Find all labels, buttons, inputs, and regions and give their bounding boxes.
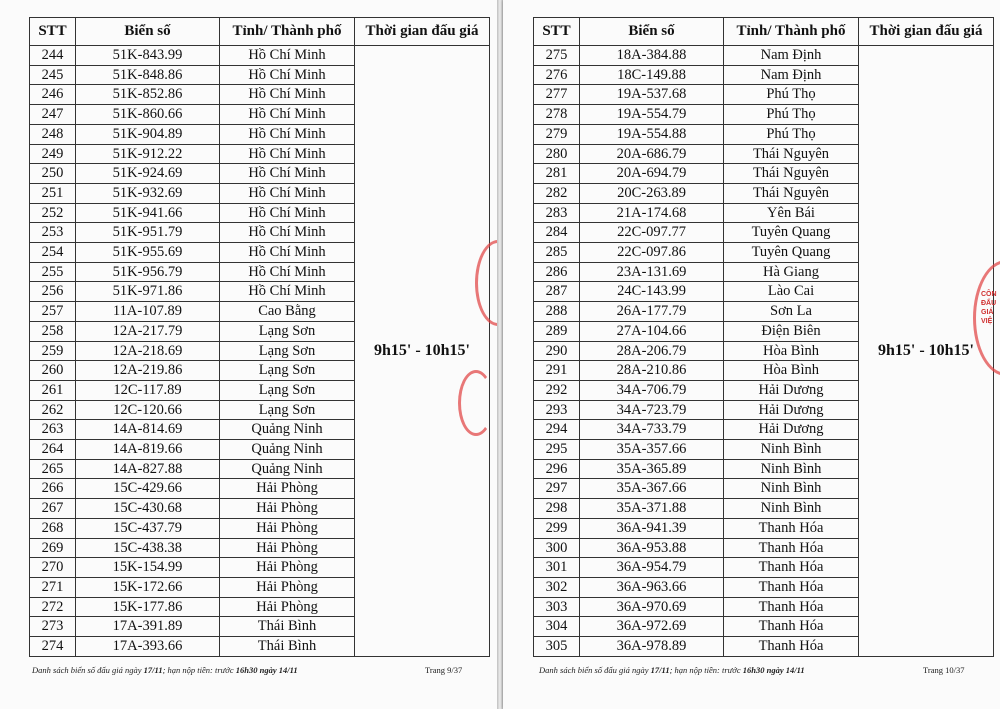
province-cell: Tuyên Quang <box>724 223 859 243</box>
stt-cell: 266 <box>30 479 76 499</box>
province-cell: Phú Thọ <box>724 124 859 144</box>
stt-cell: 257 <box>30 302 76 322</box>
header-province: Tỉnh/ Thành phố <box>724 18 859 46</box>
plate-cell: 12A-218.69 <box>76 341 220 361</box>
plate-cell: 35A-365.89 <box>580 459 724 479</box>
table-body <box>30 46 490 657</box>
plate-cell: 51K-932.69 <box>76 183 220 203</box>
stt-cell: 304 <box>534 617 580 637</box>
plate-cell: 24C-143.99 <box>580 282 724 302</box>
province-cell: Hải Phòng <box>220 577 355 597</box>
header-stt: STT <box>30 18 76 46</box>
province-cell: Hải Dương <box>724 380 859 400</box>
province-cell: Hồ Chí Minh <box>220 46 355 66</box>
province-cell: Phú Thọ <box>724 85 859 105</box>
plate-cell: 15C-429.66 <box>76 479 220 499</box>
footer-deadline: 16h30 ngày 14/11 <box>742 665 805 675</box>
stt-cell: 270 <box>30 558 76 578</box>
footer-middle: ; hạn nộp tiền: trước <box>669 665 743 675</box>
header-stt: STT <box>534 18 580 46</box>
plate-cell: 36A-953.88 <box>580 538 724 558</box>
stt-cell: 252 <box>30 203 76 223</box>
footer-middle: ; hạn nộp tiền: trước <box>162 665 236 675</box>
stt-cell: 261 <box>30 380 76 400</box>
province-cell: Ninh Bình <box>724 479 859 499</box>
stt-cell: 247 <box>30 105 76 125</box>
page-number: Trang 9/37 <box>425 665 463 675</box>
stt-cell: 272 <box>30 597 76 617</box>
plate-cell: 51K-941.66 <box>76 203 220 223</box>
stt-cell: 297 <box>534 479 580 499</box>
plate-cell: 18C-149.88 <box>580 65 724 85</box>
stt-cell: 299 <box>534 518 580 538</box>
plate-cell: 19A-554.88 <box>580 124 724 144</box>
plate-cell: 20A-686.79 <box>580 144 724 164</box>
footer-date: 17/11 <box>143 665 163 675</box>
plate-cell: 15K-154.99 <box>76 558 220 578</box>
province-cell: Ninh Bình <box>724 499 859 519</box>
plate-cell: 51K-951.79 <box>76 223 220 243</box>
plate-cell: 12A-219.86 <box>76 361 220 381</box>
table-row <box>534 46 994 66</box>
plate-cell: 14A-827.88 <box>76 459 220 479</box>
stt-cell: 302 <box>534 577 580 597</box>
document-page-right <box>503 0 1000 709</box>
province-cell: Thanh Hóa <box>724 558 859 578</box>
stt-cell: 264 <box>30 440 76 460</box>
stt-cell: 255 <box>30 262 76 282</box>
province-cell: Hồ Chí Minh <box>220 223 355 243</box>
footer-date: 17/11 <box>650 665 670 675</box>
province-cell: Yên Bái <box>724 203 859 223</box>
province-cell: Thanh Hóa <box>724 518 859 538</box>
province-cell: Phú Thọ <box>724 105 859 125</box>
province-cell: Hải Dương <box>724 420 859 440</box>
province-cell: Hồ Chí Minh <box>220 65 355 85</box>
stt-cell: 245 <box>30 65 76 85</box>
plate-cell: 27A-104.66 <box>580 321 724 341</box>
plate-cell: 34A-706.79 <box>580 380 724 400</box>
plate-cell: 17A-393.66 <box>76 637 220 657</box>
plate-table <box>533 17 994 657</box>
plate-cell: 36A-963.66 <box>580 577 724 597</box>
plate-cell: 15C-437.79 <box>76 518 220 538</box>
stt-cell: 283 <box>534 203 580 223</box>
seal-stamp <box>458 370 494 436</box>
plate-cell: 51K-852.86 <box>76 85 220 105</box>
stt-cell: 250 <box>30 164 76 184</box>
province-cell: Thanh Hóa <box>724 617 859 637</box>
province-cell: Thanh Hóa <box>724 597 859 617</box>
province-cell: Hồ Chí Minh <box>220 85 355 105</box>
province-cell: Lạng Sơn <box>220 361 355 381</box>
province-cell: Nam Định <box>724 46 859 66</box>
plate-cell: 34A-723.79 <box>580 400 724 420</box>
stt-cell: 292 <box>534 380 580 400</box>
stt-cell: 262 <box>30 400 76 420</box>
stt-cell: 251 <box>30 183 76 203</box>
plate-cell: 23A-131.69 <box>580 262 724 282</box>
plate-cell: 36A-941.39 <box>580 518 724 538</box>
stt-cell: 303 <box>534 597 580 617</box>
seal-stamp-text: CÔN ĐẤU GIÁ VIỆ <box>981 291 997 325</box>
header-plate: Biển số <box>580 18 724 46</box>
province-cell: Ninh Bình <box>724 459 859 479</box>
plate-cell: 12C-120.66 <box>76 400 220 420</box>
plate-cell: 14A-819.66 <box>76 440 220 460</box>
plate-cell: 15K-177.86 <box>76 597 220 617</box>
stt-cell: 263 <box>30 420 76 440</box>
stt-cell: 289 <box>534 321 580 341</box>
province-cell: Hồ Chí Minh <box>220 144 355 164</box>
province-cell: Lạng Sơn <box>220 380 355 400</box>
stt-cell: 269 <box>30 538 76 558</box>
plate-cell: 35A-371.88 <box>580 499 724 519</box>
province-cell: Thanh Hóa <box>724 637 859 657</box>
stt-cell: 260 <box>30 361 76 381</box>
plate-cell: 36A-972.69 <box>580 617 724 637</box>
header-time: Thời gian đấu giá <box>859 18 994 46</box>
province-cell: Hồ Chí Minh <box>220 243 355 263</box>
stt-cell: 280 <box>534 144 580 164</box>
stt-cell: 300 <box>534 538 580 558</box>
header-time: Thời gian đấu giá <box>355 18 490 46</box>
stt-cell: 271 <box>30 577 76 597</box>
plate-table <box>29 17 490 657</box>
auction-time-cell: 9h15' - 10h15' <box>859 46 994 657</box>
province-cell: Hà Giang <box>724 262 859 282</box>
province-cell: Thanh Hóa <box>724 577 859 597</box>
stt-cell: 290 <box>534 341 580 361</box>
stt-cell: 277 <box>534 85 580 105</box>
plate-cell: 51K-860.66 <box>76 105 220 125</box>
stt-cell: 286 <box>534 262 580 282</box>
header-province: Tỉnh/ Thành phố <box>220 18 355 46</box>
plate-cell: 22C-097.77 <box>580 223 724 243</box>
province-cell: Hải Phòng <box>220 538 355 558</box>
province-cell: Ninh Bình <box>724 440 859 460</box>
stt-cell: 254 <box>30 243 76 263</box>
plate-cell: 12A-217.79 <box>76 321 220 341</box>
stt-cell: 268 <box>30 518 76 538</box>
province-cell: Hồ Chí Minh <box>220 262 355 282</box>
header-plate: Biển số <box>76 18 220 46</box>
province-cell: Hồ Chí Minh <box>220 105 355 125</box>
stt-cell: 282 <box>534 183 580 203</box>
stt-cell: 278 <box>534 105 580 125</box>
province-cell: Lạng Sơn <box>220 400 355 420</box>
plate-cell: 17A-391.89 <box>76 617 220 637</box>
province-cell: Hải Phòng <box>220 479 355 499</box>
province-cell: Quảng Ninh <box>220 420 355 440</box>
plate-cell: 18A-384.88 <box>580 46 724 66</box>
table-body <box>534 46 994 657</box>
plate-cell: 11A-107.89 <box>76 302 220 322</box>
stt-cell: 248 <box>30 124 76 144</box>
page-footer <box>32 665 298 675</box>
province-cell: Hồ Chí Minh <box>220 203 355 223</box>
stt-cell: 284 <box>534 223 580 243</box>
plate-cell: 20C-263.89 <box>580 183 724 203</box>
province-cell: Tuyên Quang <box>724 243 859 263</box>
plate-cell: 12C-117.89 <box>76 380 220 400</box>
stt-cell: 265 <box>30 459 76 479</box>
province-cell: Lạng Sơn <box>220 321 355 341</box>
province-cell: Nam Định <box>724 65 859 85</box>
plate-cell: 35A-367.66 <box>580 479 724 499</box>
footer-prefix: Danh sách biển số đấu giá ngày <box>32 665 144 675</box>
province-cell: Hồ Chí Minh <box>220 282 355 302</box>
stt-cell: 244 <box>30 46 76 66</box>
province-cell: Sơn La <box>724 302 859 322</box>
plate-cell: 19A-537.68 <box>580 85 724 105</box>
stt-cell: 293 <box>534 400 580 420</box>
stt-cell: 279 <box>534 124 580 144</box>
province-cell: Điện Biên <box>724 321 859 341</box>
stt-cell: 274 <box>30 637 76 657</box>
table-header-row <box>30 18 490 46</box>
plate-cell: 28A-206.79 <box>580 341 724 361</box>
plate-cell: 28A-210.86 <box>580 361 724 381</box>
plate-cell: 15C-438.38 <box>76 538 220 558</box>
plate-cell: 21A-174.68 <box>580 203 724 223</box>
plate-cell: 34A-733.79 <box>580 420 724 440</box>
province-cell: Hồ Chí Minh <box>220 124 355 144</box>
plate-cell: 15C-430.68 <box>76 499 220 519</box>
stt-cell: 305 <box>534 637 580 657</box>
page-footer <box>539 665 805 675</box>
plate-cell: 51K-848.86 <box>76 65 220 85</box>
province-cell: Thái Nguyên <box>724 164 859 184</box>
province-cell: Hòa Bình <box>724 341 859 361</box>
stt-cell: 253 <box>30 223 76 243</box>
table-row <box>30 46 490 66</box>
stt-cell: 256 <box>30 282 76 302</box>
plate-cell: 51K-924.69 <box>76 164 220 184</box>
auction-time-cell: 9h15' - 10h15' <box>355 46 490 657</box>
stt-cell: 275 <box>534 46 580 66</box>
province-cell: Hải Phòng <box>220 518 355 538</box>
province-cell: Hải Dương <box>724 400 859 420</box>
plate-cell: 36A-970.69 <box>580 597 724 617</box>
stt-cell: 246 <box>30 85 76 105</box>
province-cell: Hồ Chí Minh <box>220 164 355 184</box>
province-cell: Hải Phòng <box>220 499 355 519</box>
stt-cell: 288 <box>534 302 580 322</box>
province-cell: Cao Bằng <box>220 302 355 322</box>
plate-cell: 51K-843.99 <box>76 46 220 66</box>
province-cell: Lào Cai <box>724 282 859 302</box>
province-cell: Hải Phòng <box>220 597 355 617</box>
stt-cell: 259 <box>30 341 76 361</box>
province-cell: Quảng Ninh <box>220 440 355 460</box>
plate-cell: 51K-904.89 <box>76 124 220 144</box>
stt-cell: 276 <box>534 65 580 85</box>
plate-cell: 51K-955.69 <box>76 243 220 263</box>
plate-cell: 20A-694.79 <box>580 164 724 184</box>
province-cell: Quảng Ninh <box>220 459 355 479</box>
table-header-row <box>534 18 994 46</box>
stt-cell: 296 <box>534 459 580 479</box>
footer-deadline: 16h30 ngày 14/11 <box>235 665 298 675</box>
stt-cell: 267 <box>30 499 76 519</box>
province-cell: Thái Nguyên <box>724 144 859 164</box>
province-cell: Hải Phòng <box>220 558 355 578</box>
stt-cell: 294 <box>534 420 580 440</box>
province-cell: Thái Bình <box>220 637 355 657</box>
province-cell: Thái Bình <box>220 617 355 637</box>
plate-cell: 14A-814.69 <box>76 420 220 440</box>
stt-cell: 273 <box>30 617 76 637</box>
plate-cell: 19A-554.79 <box>580 105 724 125</box>
plate-cell: 51K-912.22 <box>76 144 220 164</box>
footer-prefix: Danh sách biển số đấu giá ngày <box>539 665 651 675</box>
plate-cell: 51K-956.79 <box>76 262 220 282</box>
stt-cell: 295 <box>534 440 580 460</box>
stt-cell: 281 <box>534 164 580 184</box>
province-cell: Lạng Sơn <box>220 341 355 361</box>
province-cell: Thái Nguyên <box>724 183 859 203</box>
stt-cell: 301 <box>534 558 580 578</box>
plate-cell: 36A-978.89 <box>580 637 724 657</box>
plate-cell: 26A-177.79 <box>580 302 724 322</box>
stt-cell: 285 <box>534 243 580 263</box>
stt-cell: 258 <box>30 321 76 341</box>
province-cell: Hồ Chí Minh <box>220 183 355 203</box>
province-cell: Hòa Bình <box>724 361 859 381</box>
document-page-left <box>0 0 497 709</box>
province-cell: Thanh Hóa <box>724 538 859 558</box>
page-number: Trang 10/37 <box>923 665 965 675</box>
stt-cell: 287 <box>534 282 580 302</box>
plate-cell: 51K-971.86 <box>76 282 220 302</box>
stt-cell: 249 <box>30 144 76 164</box>
plate-cell: 35A-357.66 <box>580 440 724 460</box>
stt-cell: 298 <box>534 499 580 519</box>
stt-cell: 291 <box>534 361 580 381</box>
plate-cell: 22C-097.86 <box>580 243 724 263</box>
plate-cell: 15K-172.66 <box>76 577 220 597</box>
plate-cell: 36A-954.79 <box>580 558 724 578</box>
